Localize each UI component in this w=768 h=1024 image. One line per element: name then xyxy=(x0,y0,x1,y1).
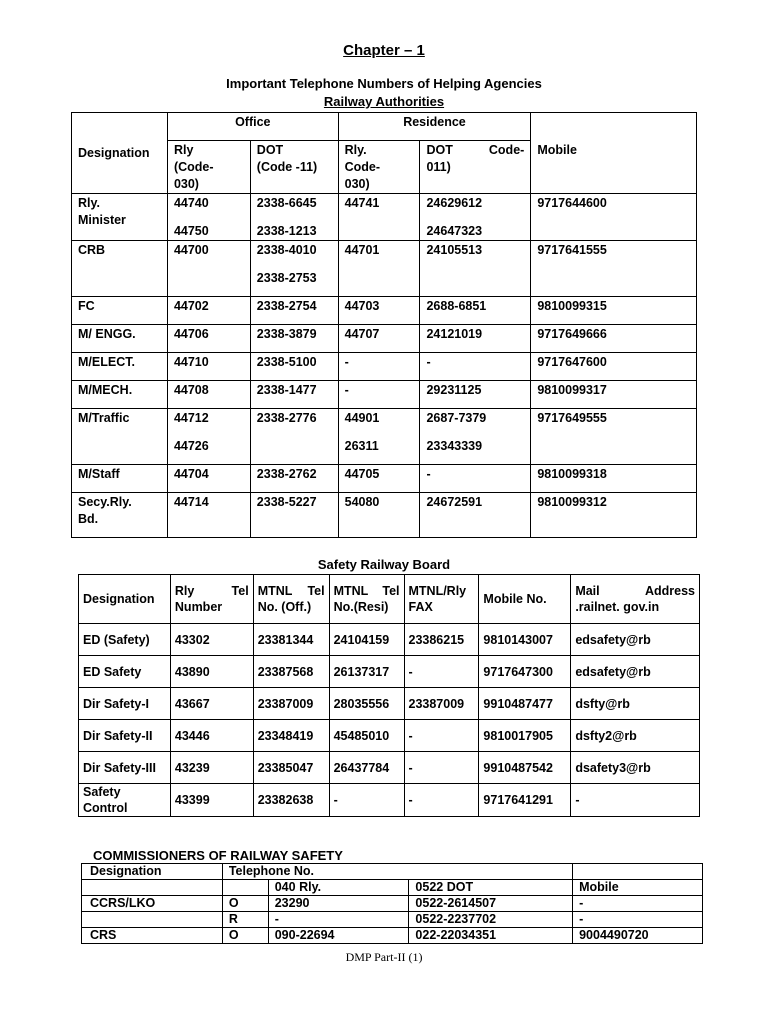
mail-cell: dsfty@rb xyxy=(571,688,700,720)
table-row xyxy=(72,465,697,493)
designation-cell: M/Staff xyxy=(72,465,168,493)
safety-board-table xyxy=(78,574,700,817)
mobile-cell: 9810099312 xyxy=(531,493,697,538)
residence-rly-cell: 54080 xyxy=(338,493,420,538)
rly-cell: - xyxy=(268,912,409,928)
designation-header: Designation xyxy=(79,575,171,624)
table-subheader-row xyxy=(82,880,703,896)
designation-header: Designation xyxy=(72,113,168,194)
designation-cell: CRB xyxy=(72,241,168,297)
mtnl-resi-cell: 45485010 xyxy=(329,720,404,752)
residence-dot-cell: 24121019 xyxy=(420,325,531,353)
mtnl-off-cell: 23382638 xyxy=(253,784,329,817)
office-dot-cell: 2338-5227 xyxy=(250,493,338,538)
blank-header-cell xyxy=(222,880,268,896)
designation-cell: Dir Safety-III xyxy=(79,752,171,784)
designation-cell: Secy.Rly. Bd. xyxy=(72,493,168,538)
office-dot-cell: 2338-6645 2338-1213 xyxy=(250,194,338,241)
designation-cell: ED (Safety) xyxy=(79,624,171,656)
residence-dot-cell: 2687-7379 23343339 xyxy=(420,409,531,465)
designation-cell: Dir Safety-I xyxy=(79,688,171,720)
dot-header: 0522 DOT xyxy=(409,880,573,896)
mobile-cell: 9717644600 xyxy=(531,194,697,241)
residence-dot-cell: - xyxy=(420,353,531,381)
mobile-cell: 9810017905 xyxy=(479,720,571,752)
residence-group-header: Residence xyxy=(338,113,531,141)
office-dot-cell: 2338-1477 xyxy=(250,381,338,409)
mobile-cell: 9717649555 xyxy=(531,409,697,465)
office-rly-cell: 44708 xyxy=(167,381,250,409)
residence-dot-cell: 29231125 xyxy=(420,381,531,409)
rly-tel-cell: 43890 xyxy=(170,656,253,688)
office-rly-cell: 44712 44726 xyxy=(167,409,250,465)
table-row xyxy=(82,912,703,928)
table-row xyxy=(72,409,697,465)
residence-dot-cell: 24672591 xyxy=(420,493,531,538)
fax-cell: - xyxy=(404,720,479,752)
type-cell: O xyxy=(222,928,268,944)
mobile-cell: - xyxy=(573,912,703,928)
table-header-row xyxy=(79,575,700,624)
blank-header-cell xyxy=(573,864,703,880)
residence-rly-header: Rly. Code- 030) xyxy=(338,141,420,194)
table-row xyxy=(72,353,697,381)
designation-cell: CCRS/LKO xyxy=(82,896,223,912)
table-row xyxy=(79,752,700,784)
residence-rly-cell: - xyxy=(338,353,420,381)
residence-rly-cell: 44741 xyxy=(338,194,420,241)
table-row xyxy=(82,896,703,912)
table-row xyxy=(72,325,697,353)
mtnl-off-cell: 23387568 xyxy=(253,656,329,688)
type-cell: R xyxy=(222,912,268,928)
table-row xyxy=(79,688,700,720)
residence-rly-cell: 44901 26311 xyxy=(338,409,420,465)
office-rly-header: Rly (Code- 030) xyxy=(167,141,250,194)
office-group-header: Office xyxy=(167,113,338,141)
table-row xyxy=(79,784,700,817)
mobile-cell: 9717647600 xyxy=(531,353,697,381)
office-dot-cell: 2338-2762 xyxy=(250,465,338,493)
rly-tel-header: Rly Tel Number xyxy=(170,575,253,624)
fax-cell: 23387009 xyxy=(404,688,479,720)
office-dot-cell: 2338-3879 xyxy=(250,325,338,353)
designation-cell: ED Safety xyxy=(79,656,171,688)
blank-header-cell xyxy=(82,880,223,896)
office-rly-cell: 44700 xyxy=(167,241,250,297)
mobile-cell: 9717649666 xyxy=(531,325,697,353)
table-row xyxy=(79,720,700,752)
fax-header: MTNL/Rly FAX xyxy=(404,575,479,624)
office-dot-cell: 2338-2754 xyxy=(250,297,338,325)
fax-cell: 23386215 xyxy=(404,624,479,656)
rly-cell: 090-22694 xyxy=(268,928,409,944)
dot-cell: 0522-2614507 xyxy=(409,896,573,912)
residence-dot-cell: 2688-6851 xyxy=(420,297,531,325)
dot-cell: 022-22034351 xyxy=(409,928,573,944)
mobile-cell: 9004490720 xyxy=(573,928,703,944)
fax-cell: - xyxy=(404,784,479,817)
designation-cell: M/MECH. xyxy=(72,381,168,409)
mtnl-resi-cell: - xyxy=(329,784,404,817)
mail-cell: edsafety@rb xyxy=(571,624,700,656)
rly-header: 040 Rly. xyxy=(268,880,409,896)
table-row xyxy=(72,194,697,241)
mobile-cell: 9810143007 xyxy=(479,624,571,656)
office-rly-cell: 44704 xyxy=(167,465,250,493)
mtnl-off-header: MTNL Tel No. (Off.) xyxy=(253,575,329,624)
mtnl-off-cell: 23381344 xyxy=(253,624,329,656)
document-title: Important Telephone Numbers of Helping Agencies xyxy=(226,76,542,91)
safety-board-heading: Safety Railway Board xyxy=(317,557,451,572)
rly-tel-cell: 43399 xyxy=(170,784,253,817)
mtnl-off-cell: 23387009 xyxy=(253,688,329,720)
mobile-header: Mobile xyxy=(573,880,703,896)
fax-cell: - xyxy=(404,752,479,784)
fax-cell: - xyxy=(404,656,479,688)
designation-cell xyxy=(82,912,223,928)
railway-authorities-heading: Railway Authorities xyxy=(323,94,445,109)
residence-rly-cell: 44703 xyxy=(338,297,420,325)
residence-dot-header: DOT Code- 011) xyxy=(420,141,531,194)
rly-tel-cell: 43667 xyxy=(170,688,253,720)
mobile-cell: 9910487542 xyxy=(479,752,571,784)
dot-cell: 0522-2237702 xyxy=(409,912,573,928)
office-rly-cell: 44710 xyxy=(167,353,250,381)
table-row xyxy=(72,381,697,409)
residence-dot-cell: - xyxy=(420,465,531,493)
mail-cell: dsafety3@rb xyxy=(571,752,700,784)
designation-cell: M/ELECT. xyxy=(72,353,168,381)
mobile-header: Mobile No. xyxy=(479,575,571,624)
table-row xyxy=(79,624,700,656)
rly-tel-cell: 43446 xyxy=(170,720,253,752)
office-dot-cell: 2338-2776 xyxy=(250,409,338,465)
office-dot-cell: 2338-5100 xyxy=(250,353,338,381)
designation-cell: CRS xyxy=(82,928,223,944)
mtnl-resi-cell: 24104159 xyxy=(329,624,404,656)
chapter-heading: Chapter – 1 xyxy=(343,42,425,59)
blank-header-cell xyxy=(531,113,697,141)
commissioners-heading: COMMISSIONERS OF RAILWAY SAFETY xyxy=(93,848,343,863)
office-rly-cell: 44740 44750 xyxy=(167,194,250,241)
rly-tel-cell: 43302 xyxy=(170,624,253,656)
designation-cell: Safety Control xyxy=(79,784,171,817)
type-cell: O xyxy=(222,896,268,912)
designation-cell: FC xyxy=(72,297,168,325)
residence-rly-cell: 44701 xyxy=(338,241,420,297)
mobile-cell: 9717647300 xyxy=(479,656,571,688)
table-header-row xyxy=(82,864,703,880)
designation-cell: Rly. Minister xyxy=(72,194,168,241)
residence-rly-cell: 44707 xyxy=(338,325,420,353)
mobile-header: Mobile xyxy=(531,141,697,194)
mtnl-resi-header: MTNL Tel No.(Resi) xyxy=(329,575,404,624)
office-rly-cell: 44702 xyxy=(167,297,250,325)
office-rly-cell: 44706 xyxy=(167,325,250,353)
mtnl-resi-cell: 28035556 xyxy=(329,688,404,720)
rly-cell: 23290 xyxy=(268,896,409,912)
mtnl-off-cell: 23348419 xyxy=(253,720,329,752)
rly-tel-cell: 43239 xyxy=(170,752,253,784)
mtnl-resi-cell: 26137317 xyxy=(329,656,404,688)
mobile-cell: 9717641291 xyxy=(479,784,571,817)
residence-rly-cell: 44705 xyxy=(338,465,420,493)
designation-cell: M/Traffic xyxy=(72,409,168,465)
mobile-cell: 9717641555 xyxy=(531,241,697,297)
office-dot-cell: 2338-4010 2338-2753 xyxy=(250,241,338,297)
table-row xyxy=(72,493,697,538)
mobile-cell: 9810099317 xyxy=(531,381,697,409)
telephone-header: Telephone No. xyxy=(222,864,572,880)
residence-rly-cell: - xyxy=(338,381,420,409)
table-row xyxy=(72,297,697,325)
mail-cell: dsfty2@rb xyxy=(571,720,700,752)
office-rly-cell: 44714 xyxy=(167,493,250,538)
table-row xyxy=(82,928,703,944)
mobile-cell: - xyxy=(573,896,703,912)
table-row xyxy=(72,241,697,297)
mail-header: Mail Address .railnet. gov.in xyxy=(571,575,700,624)
mail-cell: edsafety@rb xyxy=(571,656,700,688)
table-row xyxy=(79,656,700,688)
mail-cell: - xyxy=(571,784,700,817)
designation-header: Designation xyxy=(82,864,223,880)
mtnl-resi-cell: 26437784 xyxy=(329,752,404,784)
page-footer: DMP Part-II (1) xyxy=(345,950,423,964)
residence-dot-cell: 24629612 24647323 xyxy=(420,194,531,241)
mobile-cell: 9810099315 xyxy=(531,297,697,325)
residence-dot-cell: 24105513 xyxy=(420,241,531,297)
commissioners-table xyxy=(81,863,703,944)
railway-authorities-table xyxy=(71,112,697,538)
mobile-cell: 9810099318 xyxy=(531,465,697,493)
designation-cell: M/ ENGG. xyxy=(72,325,168,353)
office-dot-header: DOT (Code -11) xyxy=(250,141,338,194)
designation-cell: Dir Safety-II xyxy=(79,720,171,752)
table-header-row xyxy=(72,113,697,141)
mtnl-off-cell: 23385047 xyxy=(253,752,329,784)
mobile-cell: 9910487477 xyxy=(479,688,571,720)
